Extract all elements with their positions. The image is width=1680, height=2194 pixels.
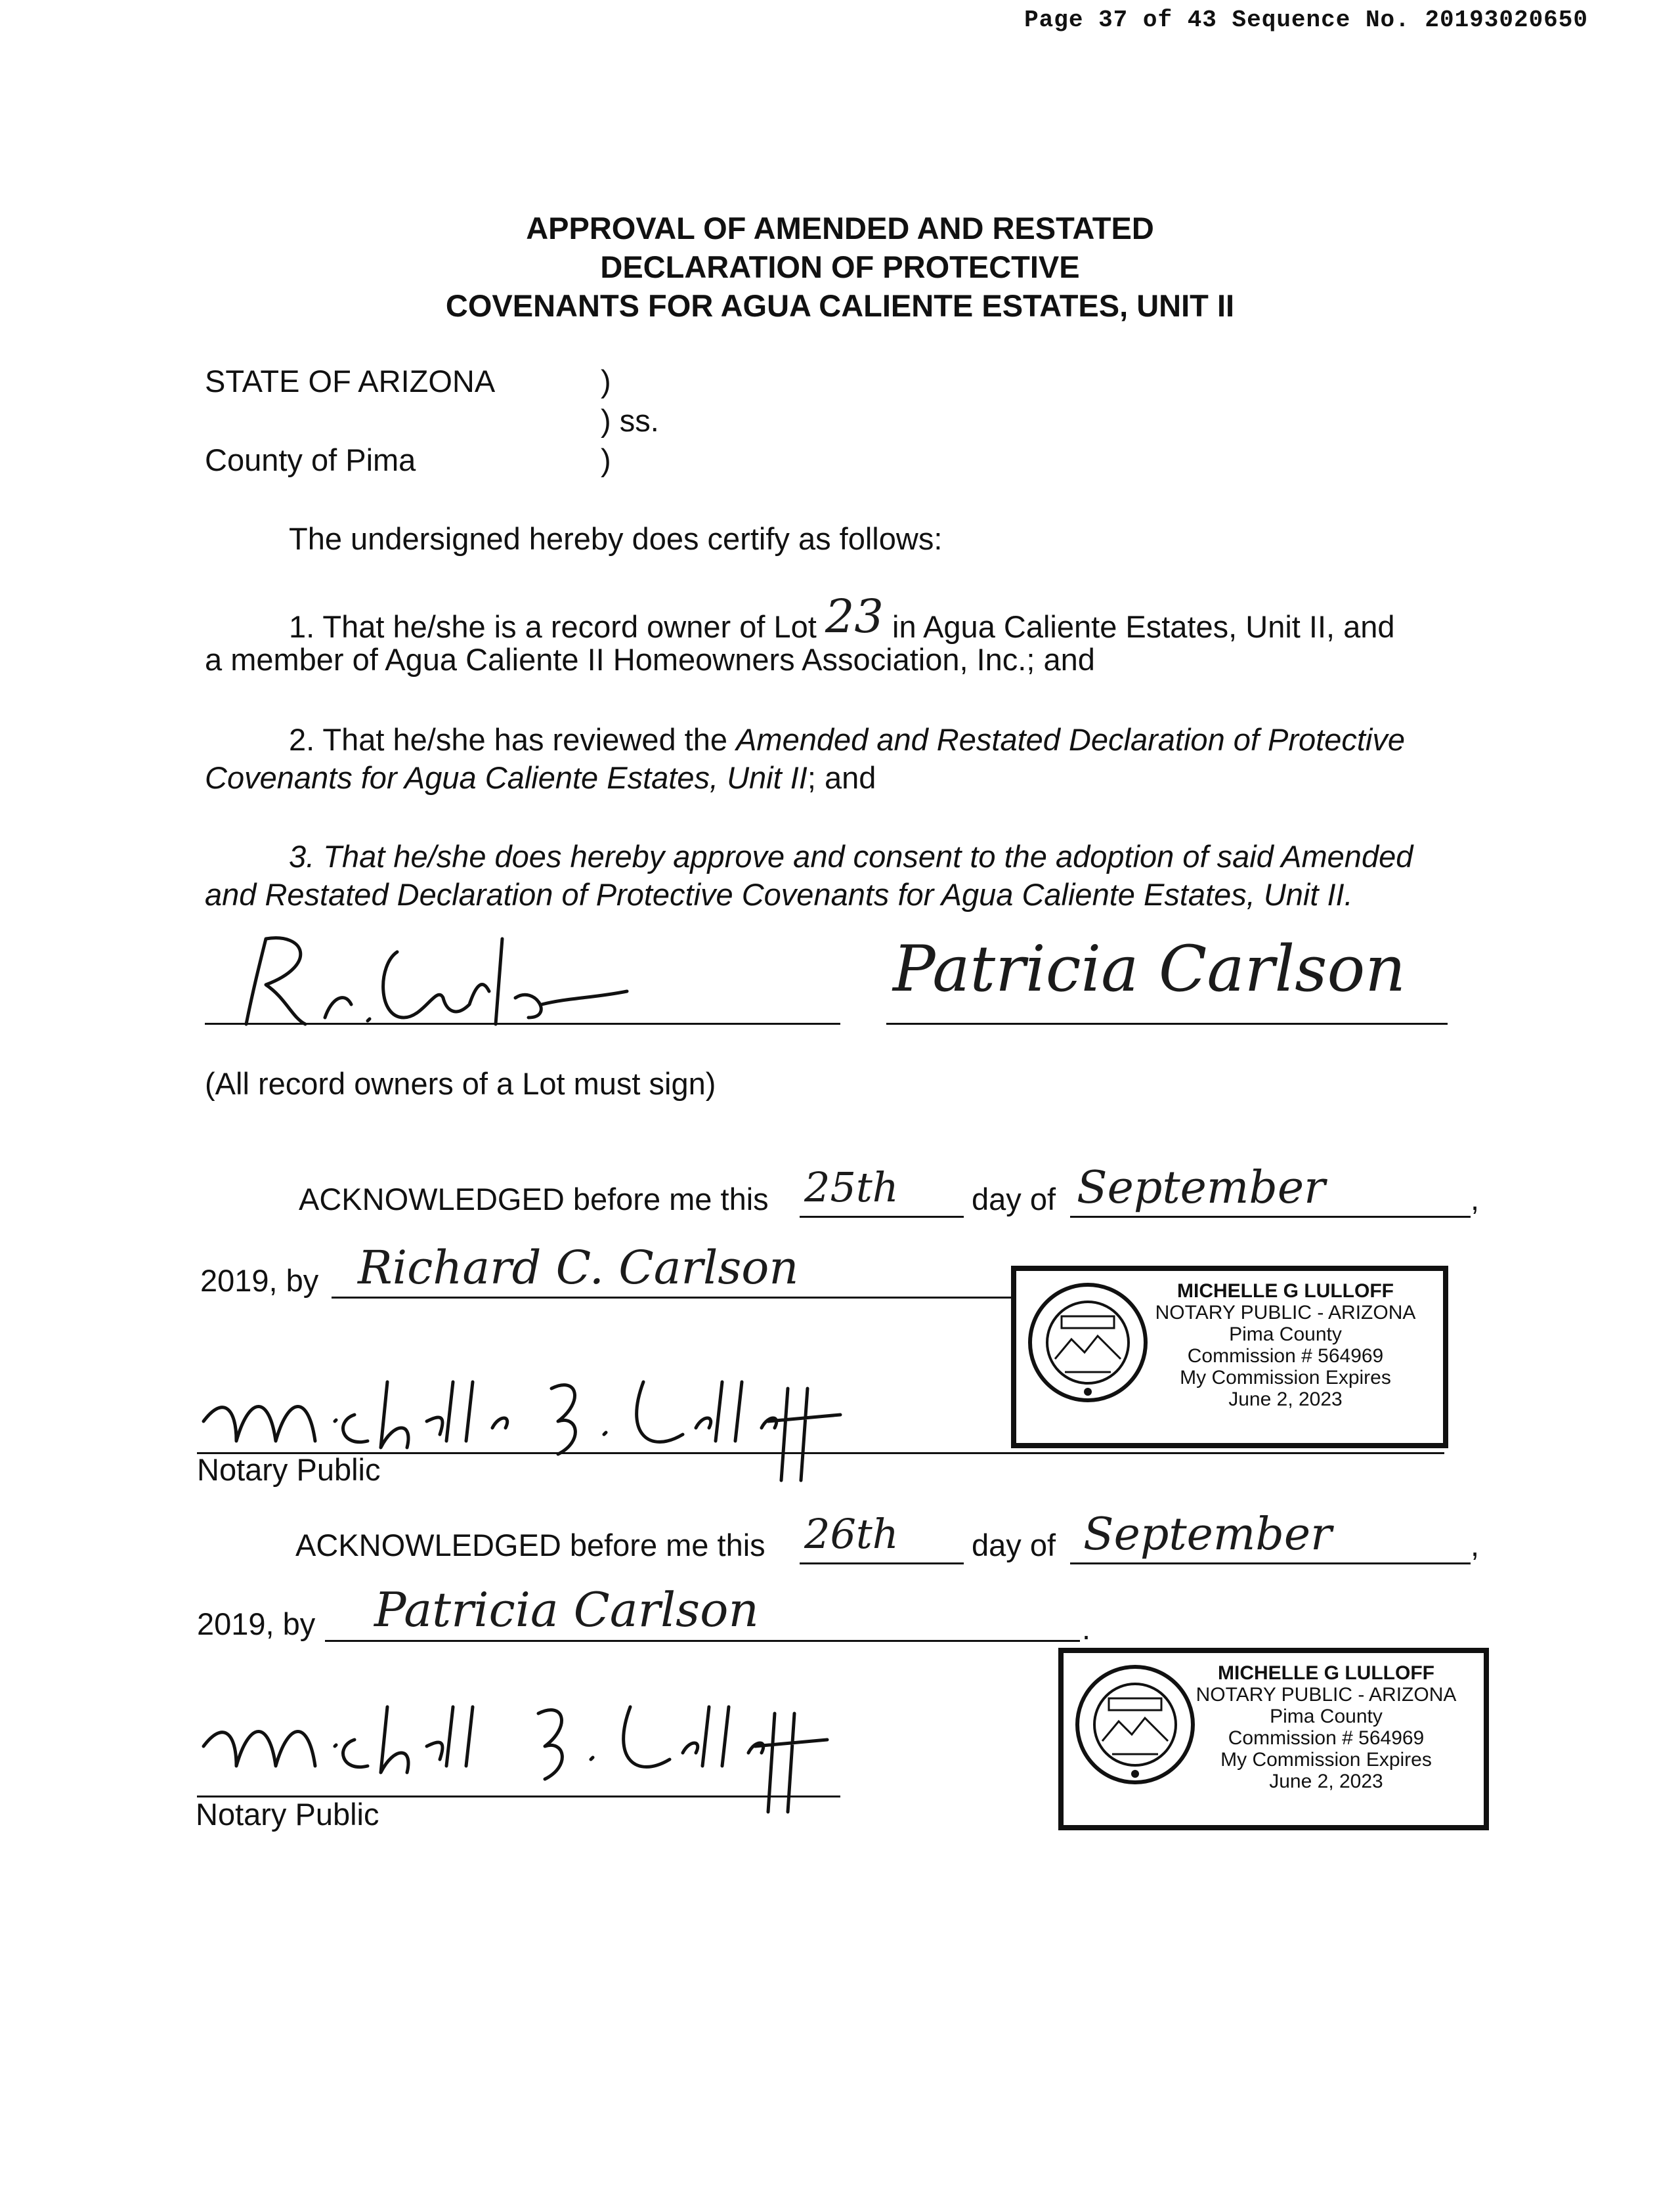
ack-1-month-line (1070, 1216, 1471, 1218)
notary-stamp-1 (1011, 1266, 1448, 1448)
item-2-line-1: 2. That he/she has reviewed the Amended and Restated Declaration of Protective (289, 722, 1406, 757)
ack-2-month-line (1070, 1562, 1471, 1564)
title-line-3: COVENANTS FOR AGUA CALIENTE ESTATES, UNIT II (445, 288, 1235, 323)
stamp-1-name: MICHELLE G LULLOFF (1177, 1280, 1394, 1302)
stamp-2-name: MICHELLE G LULLOFF (1218, 1662, 1434, 1684)
stamp-2-role: NOTARY PUBLIC - ARIZONA (1195, 1684, 1457, 1706)
ack-2-signer-name: Patricia Carlson (374, 1582, 759, 1637)
stamp-1-county: Pima County (1229, 1323, 1342, 1345)
stamp-1-expires-date: June 2, 2023 (1228, 1388, 1343, 1410)
ack-2-line-1: ACKNOWLEDGED before me this (295, 1528, 765, 1562)
venue-county: County of Pima (205, 442, 416, 477)
ack-2-month: September (1083, 1509, 1332, 1560)
venue-paren-top: ) (601, 364, 611, 398)
venue-state: STATE OF ARIZONA (205, 364, 496, 398)
title-line-1: APPROVAL OF AMENDED AND RESTATED (526, 211, 1154, 246)
stamp-2-text (1182, 1662, 1471, 1792)
stamp-2-expires-date: June 2, 2023 (1269, 1771, 1383, 1792)
ack-1-month: September (1077, 1162, 1325, 1214)
stamp-2-expires-label: My Commission Expires (1220, 1749, 1432, 1771)
notary-1-signature-line (197, 1452, 1444, 1454)
arizona-seal-icon (1073, 1662, 1197, 1787)
ack-1-signer-name: Richard C. Carlson (358, 1241, 799, 1295)
stamp-1-text (1141, 1280, 1430, 1410)
owner-2-signature-line (886, 1023, 1448, 1025)
ack-2-day-of: day of (972, 1528, 1056, 1562)
ack-2-period: . (1082, 1611, 1091, 1646)
lot-number: 23 (825, 590, 884, 643)
ack-1-name-line (332, 1297, 1014, 1299)
item-1-line-2: a member of Agua Caliente II Homeowners Association, Inc.; and (205, 642, 1095, 677)
stamp-2-commission: Commission # 564969 (1228, 1727, 1425, 1749)
ack-1-comma: , (1471, 1182, 1480, 1216)
arizona-seal-icon (1025, 1280, 1150, 1405)
owner-1-signature-line (205, 1023, 840, 1025)
document-title (0, 209, 1680, 325)
ack-2-name-line (325, 1640, 1080, 1642)
ack-2-comma: , (1471, 1528, 1480, 1562)
notary-1-label: Notary Public (197, 1452, 381, 1487)
certify-statement: The undersigned hereby does certify as follows: (289, 521, 943, 556)
page-header: Page 37 of 43 Sequence No. 20193020650 (1024, 7, 1588, 33)
notary-2-label: Notary Public (196, 1797, 379, 1832)
item-3-line-1: 3. That he/she does hereby approve and consent to the adoption of said Amended (289, 839, 1413, 874)
owner-1-signature (226, 926, 634, 1044)
ack-1-line-1: ACKNOWLEDGED before me this (299, 1182, 769, 1216)
stamp-1-commission: Commission # 564969 (1187, 1345, 1384, 1367)
ack-1-year-by: 2019, by (200, 1263, 319, 1298)
ack-2-day-line (800, 1562, 964, 1564)
ack-1-day-of: day of (972, 1182, 1056, 1216)
venue-paren-ss: ) ss. (601, 403, 659, 438)
item-2-line-2: Covenants for Agua Caliente Estates, Unit II; and (205, 760, 876, 795)
notary-stamp-2 (1058, 1648, 1489, 1830)
stamp-2-county: Pima County (1270, 1706, 1383, 1727)
stamp-1-expires-label: My Commission Expires (1180, 1367, 1391, 1388)
ack-2-day: 26th (804, 1510, 899, 1558)
owners-note: (All record owners of a Lot must sign) (205, 1066, 716, 1101)
ack-2-year-by: 2019, by (197, 1606, 316, 1641)
owner-2-signature: Patricia Carlson (893, 932, 1406, 1006)
ack-1-day: 25th (804, 1163, 899, 1211)
venue-paren-bottom: ) (601, 442, 611, 477)
title-line-2: DECLARATION OF PROTECTIVE (600, 249, 1080, 284)
ack-1-day-line (800, 1216, 964, 1218)
item-3-line-2: and Restated Declaration of Protective Covenants for Agua Caliente Estates, Unit II. (205, 877, 1353, 912)
item-1-line-1: 1. That he/she is a record owner of Lot 23 in Agua Caliente Estates, Unit II, and (289, 590, 1395, 644)
stamp-1-role: NOTARY PUBLIC - ARIZONA (1155, 1302, 1416, 1323)
